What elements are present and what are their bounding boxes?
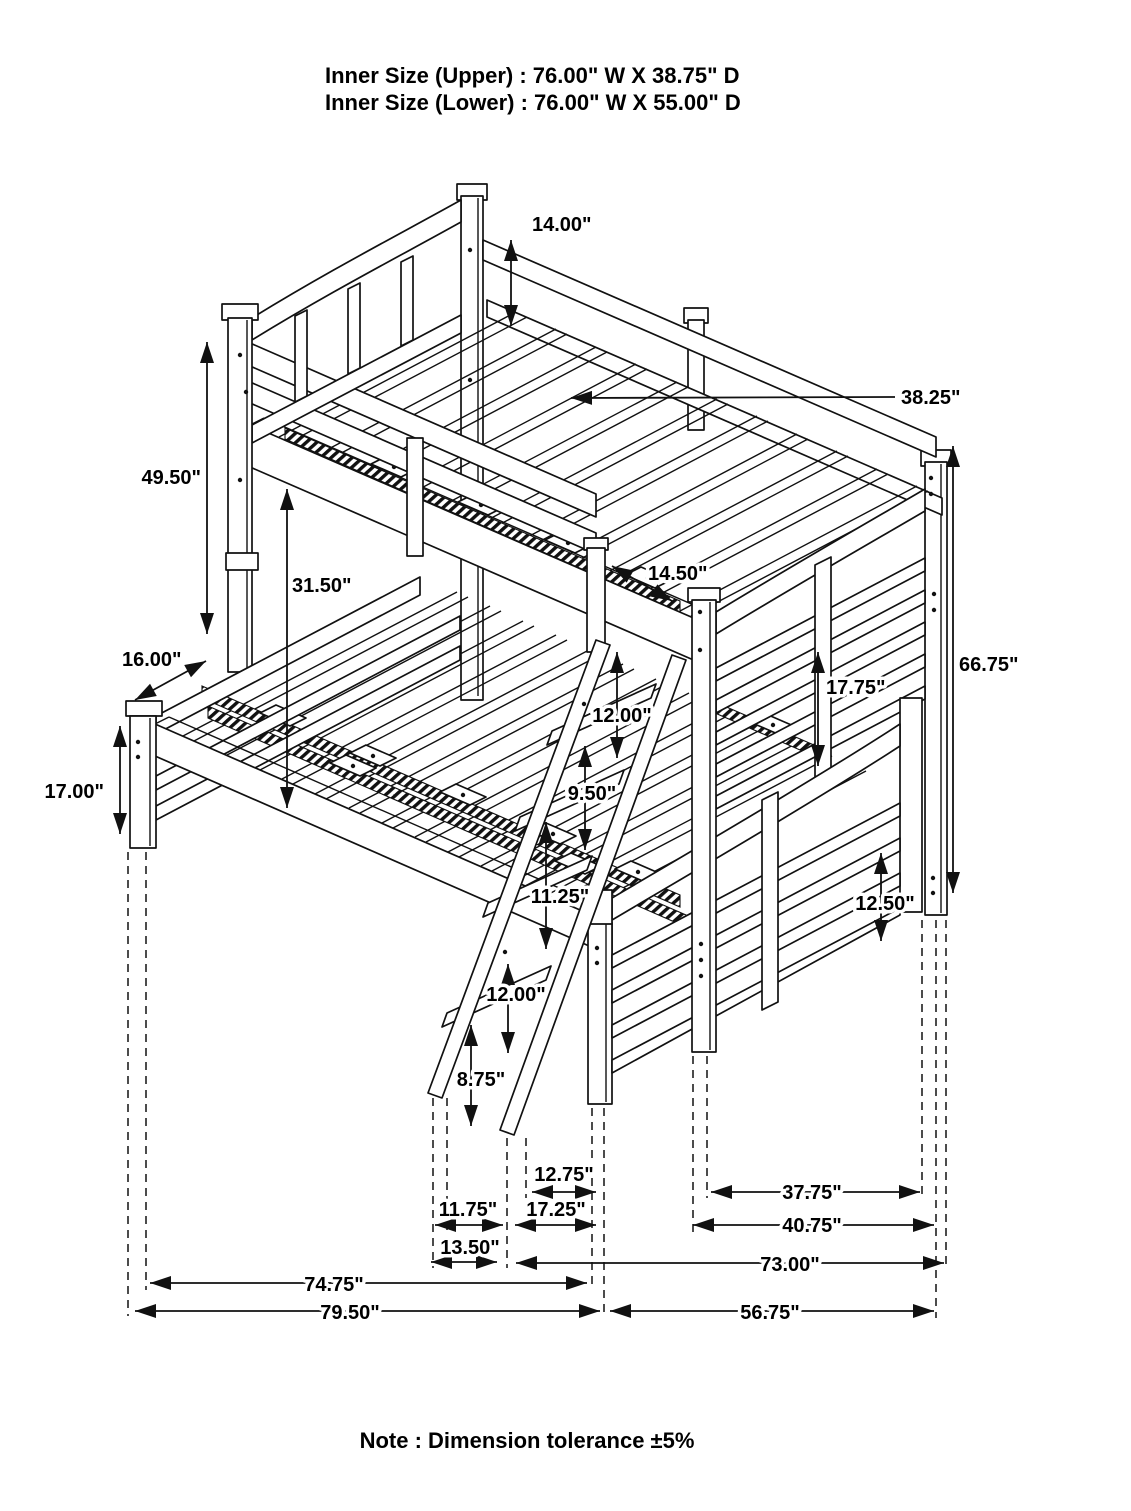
dim-label: 12.50": [855, 893, 915, 915]
dim-17-00: [44, 726, 120, 834]
lower-front-right-leg: [588, 922, 612, 1104]
headboard-front-post: [228, 318, 252, 672]
dim-label: 17.75": [826, 677, 886, 699]
dim-label: 17.25": [526, 1199, 586, 1221]
dim-label: 14.00": [532, 214, 592, 236]
tolerance-note: Note : Dimension tolerance ±5%: [359, 1428, 695, 1453]
dim-label: 9.50": [567, 783, 617, 805]
dim-label: 79.50": [320, 1302, 380, 1324]
dim-label: 16.00": [122, 649, 182, 671]
dim-56-75: [610, 1302, 934, 1324]
lower-front-left-leg: [130, 716, 156, 848]
dim-label: 11.75": [438, 1199, 498, 1221]
dim-label: 73.00": [760, 1254, 820, 1276]
dim-label: 8.75": [456, 1069, 506, 1091]
dim-79-50: [135, 1302, 600, 1324]
dim-label: 37.75": [782, 1182, 842, 1204]
dim-label: 17.00": [44, 781, 104, 803]
dim-37-75: [711, 1182, 920, 1204]
dim-label: 12.75": [534, 1164, 594, 1186]
dim-label: 38.25": [901, 387, 961, 409]
dim-38-25: [571, 387, 961, 409]
dim-17-25: [515, 1199, 596, 1225]
dim-66-75: [953, 446, 1019, 893]
dim-13-50: [431, 1237, 500, 1262]
dim-49-50: [141, 342, 207, 634]
dim-74-75: [150, 1274, 587, 1296]
dim-label: 14.50": [648, 563, 708, 585]
dim-label: 31.50": [292, 575, 352, 597]
title-block: [325, 63, 741, 115]
upper-front-post: [688, 588, 720, 1052]
dim-label: 13.50": [440, 1237, 500, 1259]
dim-label: 12.00": [592, 705, 652, 727]
dim-label: 56.75": [740, 1302, 800, 1324]
dim-12-75: [532, 1164, 596, 1192]
dim-11-75: [435, 1199, 503, 1225]
guard-rail-end-stile: [587, 548, 605, 652]
dim-label: 11.25": [530, 886, 590, 908]
dim-16-00: [122, 649, 206, 700]
dim-label: 40.75": [782, 1215, 842, 1237]
dim-label: 74.75": [304, 1274, 364, 1296]
dim-label: 66.75": [959, 654, 1019, 676]
guard-rail-stile: [407, 438, 423, 556]
dim-label: 12.00": [486, 984, 546, 1006]
dim-73-00: [516, 1254, 944, 1276]
dim-40-75: [693, 1215, 934, 1237]
inner-size-upper-label: Inner Size (Upper) : 76.00" W X 38.75" D: [325, 63, 740, 88]
inner-size-lower-label: Inner Size (Lower) : 76.00" W X 55.00" D: [325, 90, 741, 115]
dim-label: 49.50": [141, 467, 201, 489]
